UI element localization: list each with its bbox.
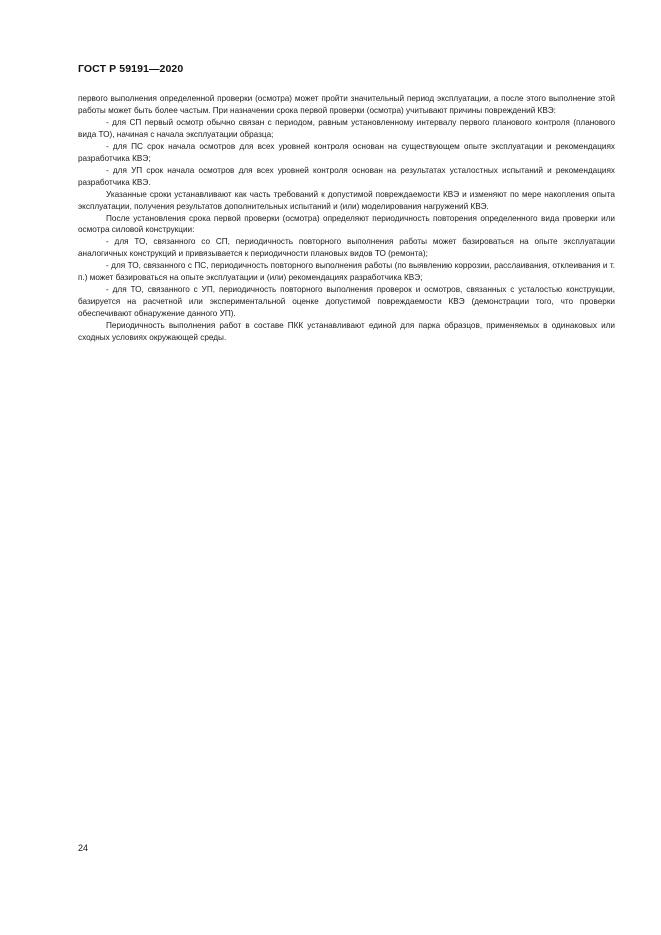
paragraph-pkk: Периодичность выполнения работ в составе ПКК устанавливают единой для парка образцов, применяемых в одинаковых или сходных условиях окружающей среды. [78,321,615,343]
paragraph-periodicity: После установления срока первой проверки (осмотра) определяют периодичность повторения определенного вида проверки или осмотра силовой конструкции: [78,213,615,235]
list-item-to-up: - для ТО, связанного с УП, периодичность повторного выполнения проверок и осмотров, связанных с усталостью конструкции, базируется на расчетной или экспериментальной оценке допустимой повреждаемости КВЭ (демонстрации того, что проверки обеспечивают обнаружение данного УП). [78,285,615,319]
paragraph-terms: Указанные сроки устанавливают как часть требований к допустимой повреждаемости КВЭ и изменяют по мере накопления опыта эксплуатации, получения результатов дополнительных испытаний и (или) моделирования нагружений КВЭ. [78,189,615,211]
document-body [78,93,615,344]
paragraph-continuation: первого выполнения определенной проверки (осмотра) может пройти значительный период эксплуатации, а после этого выполнение этой работы может быть более частым. При назначении срока первой проверки (осмотра) учитывают причины повреждений КВЭ: [78,94,615,115]
page-number: 24 [78,843,89,853]
document-header: ГОСТ Р 59191—2020 [78,63,184,75]
list-item-to-ps: - для ТО, связанного с ПС, периодичность повторного выполнения работы (по выявлению коррозии, расслаивания, отклеивания и т. п.) может базироваться на опыте эксплуатации и (или) рекомендациях разработчика КВЭ; [78,261,615,283]
list-item-sp: - для СП первый осмотр обычно связан с периодом, равным установленному интервалу первого планового контроля (планового вида ТО), начиная с начала эксплуатации образца; [78,117,615,139]
list-item-to-sp: - для ТО, связанного со СП, периодичность повторного выполнения работы может базироваться на опыте эксплуатации аналогичных конструкций и привязывается к периодичности плановых видов ТО (ремонта); [78,237,615,259]
list-item-ps: - для ПС срок начала осмотров для всех уровней контроля основан на существующем опыте эксплуатации и рекомендациях разработчика КВЭ; [78,141,615,163]
list-item-up: - для УП срок начала осмотров для всех уровней контроля основан на результатах усталостных испытаний и рекомендациях разработчика КВЭ. [78,165,615,187]
